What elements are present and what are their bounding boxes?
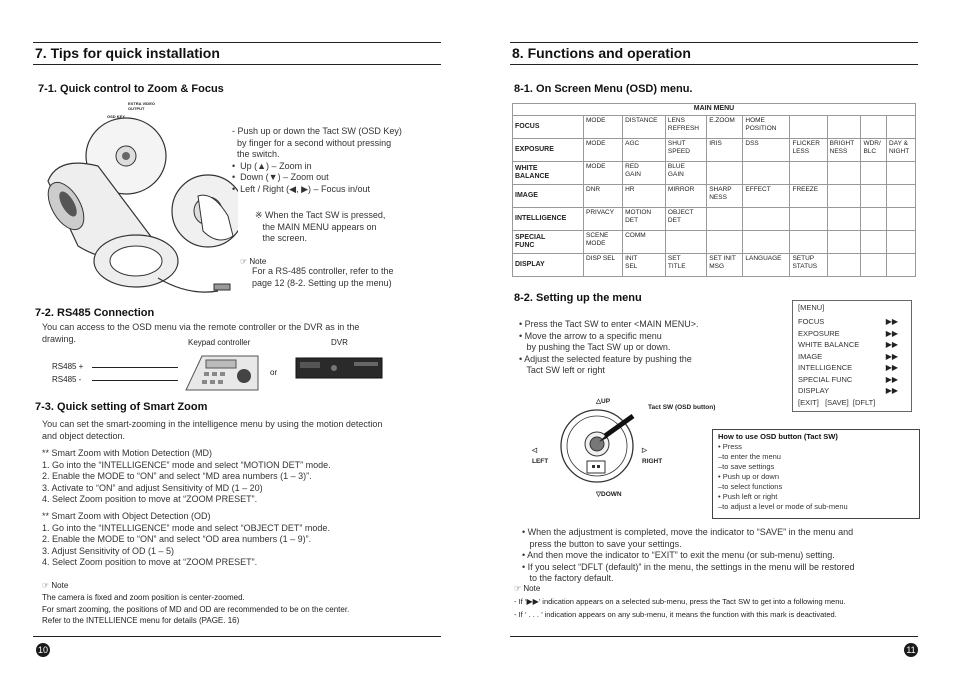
menu-cell: SETUP STATUS — [790, 254, 827, 277]
down-label: ▽DOWN — [596, 491, 622, 498]
page-number-right: 11 — [904, 643, 918, 657]
menu-cell — [861, 162, 887, 185]
section-7-2-heading: 7-2. RS485 Connection — [35, 307, 155, 319]
menu-cell: FLICKER LESS — [790, 139, 827, 162]
menu-cell — [707, 162, 743, 185]
menu-cell — [790, 208, 827, 231]
rs485-plus-wire — [92, 367, 178, 368]
menu-cell — [790, 231, 827, 254]
top-rule-right — [510, 42, 918, 43]
menu-cell: SET INIT MSG — [707, 254, 743, 277]
menu-cell — [827, 116, 861, 139]
menu-cell — [861, 208, 887, 231]
help-box-title: How to use OSD button (Tact SW) — [718, 432, 838, 441]
menu-cell — [887, 254, 916, 277]
menu-cell: RED GAIN — [623, 162, 666, 185]
menu-cell — [887, 208, 916, 231]
osd-menu-item — [798, 316, 906, 328]
menu-cell: SHARP NESS — [707, 185, 743, 208]
submenu-arrow-icon: ▶▶ — [885, 351, 898, 361]
menu-cell: SHUT SPEED — [665, 139, 706, 162]
menu-cell — [743, 208, 790, 231]
osd-menu-header: [MENU] — [798, 303, 825, 312]
menu-cell: DISTANCE — [623, 116, 666, 139]
rs485-text: You can access to the OSD menu via the remote controller or the DVR as in the drawing. — [42, 322, 360, 344]
osd-key-label: OSD KEY — [107, 114, 126, 119]
menu-row — [513, 231, 916, 254]
menu-cell — [790, 162, 827, 185]
menu-cell: WDR/ BLC — [861, 139, 887, 162]
menu-cell: DNR — [584, 185, 623, 208]
menu-cell: LENS REFRESH — [665, 116, 706, 139]
menu-cell: MODE — [584, 116, 623, 139]
menu-cell: AGC — [623, 139, 666, 162]
camera-illustration — [38, 96, 238, 296]
page-number-left: 10 — [37, 645, 48, 655]
menu-row-header: SPECIAL FUNC — [513, 231, 584, 254]
menu-cell — [887, 185, 916, 208]
osd-menu-item — [798, 339, 906, 351]
menu-row-header: FOCUS — [513, 116, 584, 139]
section-7-1-heading: 7-1. Quick control to Zoom & Focus — [38, 83, 224, 95]
rs485-plus-label: RS485 + — [52, 362, 84, 371]
or-label: or — [270, 368, 278, 377]
menu-row-header: WHITE BALANCE — [513, 162, 584, 185]
extra-video-label: EXTRA VIDEO OUTPUT — [128, 101, 155, 111]
menu-row — [513, 208, 916, 231]
osd-button-help-box: How to use OSD button (Tact SW) • Press –to enter the menu –to save settings • Push up or down –to select functions • Push left or right –to adjust a level or mode of sub-menu — [712, 429, 920, 519]
menu-cell — [827, 254, 861, 277]
menu-cell: MODE — [584, 162, 623, 185]
menu-cell: FREEZE — [790, 185, 827, 208]
osd-menu-item — [798, 351, 906, 363]
page-title-left: 7. Tips for quick installation — [35, 45, 220, 61]
menu-cell — [887, 231, 916, 254]
submenu-arrow-icon: ▶▶ — [885, 386, 898, 395]
section-8-2-heading: 8-2. Setting up the menu — [514, 292, 642, 304]
menu-cell — [861, 185, 887, 208]
menu-cell: DSS — [743, 139, 790, 162]
osd-menu-item-label: FOCUS — [798, 317, 825, 326]
menu-cell: SCENE MODE — [584, 231, 623, 254]
smart-zoom-note: The camera is fixed and zoom position is center-zoomed. For smart zooming, the positions of MD and OD are recommended to be on the center. Refer to the INTELLIENCE menu for details (PAGE. 16) — [42, 593, 350, 625]
main-menu-note: ※ When the Tact SW is pressed, the MAIN MENU appears on the screen. — [255, 210, 386, 243]
menu-cell — [827, 162, 861, 185]
menu-row-header: IMAGE — [513, 185, 584, 208]
title-underline-right — [510, 64, 918, 65]
menu-cell: BLUE GAIN — [665, 162, 706, 185]
tact-switch-diagram — [555, 406, 645, 492]
rs485-minus-label: RS485 - — [52, 375, 82, 384]
menu-cell: HR — [623, 185, 666, 208]
right-label: ▷ RIGHT — [642, 447, 663, 465]
menu-cell — [743, 231, 790, 254]
up-label: △UP — [596, 398, 611, 405]
smart-zoom-md-steps: ** Smart Zoom with Motion Detection (MD) 1. Go into the “INTELLIGENCE” mode and select “MOTION DET” mode. 2. Enable the MODE to “ON” and select “MD area numbers (1 – 3)”. 3. Activate to “ON” and adjust Sensitivity of MD (1 – 20) 4. Select Zoom position to move at “ZOOM PRESET”. — [42, 448, 331, 504]
menu-row-header: EXPOSURE — [513, 139, 584, 162]
main-menu-table — [512, 103, 916, 277]
menu-cell: HOME POSITION — [743, 116, 790, 139]
submenu-arrow-icon: ▶▶ — [526, 597, 539, 606]
section-8-1-heading: 8-1. On Screen Menu (OSD) menu. — [514, 83, 693, 95]
submenu-note-1: - If ‘▶▶’ indication appears on a selected sub-menu, press the Tact SW to get into a following menu. — [514, 597, 846, 606]
menu-row — [513, 162, 916, 185]
osd-menu-item-label: SPECIAL FUNC — [798, 374, 853, 384]
title-underline-left — [33, 64, 441, 65]
menu-row — [513, 139, 916, 162]
menu-row — [513, 185, 916, 208]
osd-menu-item-label: IMAGE — [798, 351, 823, 361]
menu-cell — [665, 231, 706, 254]
rs485-minus-wire — [92, 380, 178, 381]
dvr-image — [294, 352, 384, 382]
osd-menu-item — [798, 374, 906, 386]
top-rule-left — [33, 42, 441, 43]
save-exit-instructions: • When the adjustment is completed, move the indicator to “SAVE” in the menu and press the button to save your settings. • And then move the indicator to “EXIT” to exit the menu (or sub-menu) setting. • If you select “DFLT (default)” in the menu, the settings in the menu will be restored to the factory default. — [522, 527, 855, 583]
menu-cell: DAY & NIGHT — [887, 139, 916, 162]
note-label-8-2: ☞ Note — [514, 584, 541, 593]
submenu-arrow-icon: ▶▶ — [885, 328, 898, 338]
keypad-controller-image — [182, 350, 262, 396]
menu-cell: COMM — [623, 231, 666, 254]
osd-menu-item — [798, 385, 906, 397]
osd-menu-item-label: WHITE BALANCE — [798, 340, 860, 349]
osd-menu-screen — [792, 300, 912, 412]
osd-menu-item — [798, 328, 906, 340]
section-7-3-heading: 7-3. Quick setting of Smart Zoom — [35, 401, 208, 413]
menu-cell: EFFECT — [743, 185, 790, 208]
menu-cell — [887, 116, 916, 139]
menu-cell — [861, 254, 887, 277]
osd-menu-footer: [EXIT] [SAVE] [DFLT] — [798, 398, 876, 407]
menu-cell: MODE — [584, 139, 623, 162]
left-label: ◁ LEFT — [532, 447, 549, 465]
page-title-right: 8. Functions and operation — [512, 45, 691, 61]
menu-row-header: INTELLIGENCE — [513, 208, 584, 231]
submenu-note-2: - If ‘ . . . ’ indication appears on any sub-menu, it means the function with this mark is deactivated. — [514, 610, 837, 619]
menu-cell: E.ZOOM — [707, 116, 743, 139]
menu-cell: PRIVACY — [584, 208, 623, 231]
keypad-label: Keypad controller — [188, 338, 251, 347]
setup-instructions: • Press the Tact SW to enter <MAIN MENU>. • Move the arrow to a specific menu by pushing the Tact SW up or down. • Adjust the selected feature by pushing the Tact SW left or right — [519, 319, 699, 375]
menu-row-header: DISPLAY — [513, 254, 584, 277]
menu-cell: MOTION DET — [623, 208, 666, 231]
zoom-focus-instructions: - Push up or down the Tact SW (OSD Key) by finger for a second without pressing the switch. • Up (▲) – Zoom in • Down (▼) – Zoom out • Left / Right (◀, ▶) – Focus in/out — [232, 126, 402, 194]
bottom-rule-left — [33, 636, 441, 637]
osd-menu-item — [798, 362, 906, 374]
menu-cell — [827, 231, 861, 254]
submenu-arrow-icon: ▶▶ — [885, 340, 898, 349]
note-label-7-1: ☞ Note — [240, 257, 267, 266]
menu-cell: BRIGHT NESS — [827, 139, 861, 162]
menu-cell: INIT SEL — [623, 254, 666, 277]
menu-row — [513, 116, 916, 139]
menu-row — [513, 254, 916, 277]
submenu-arrow-icon: ▶▶ — [885, 363, 898, 372]
menu-cell — [887, 162, 916, 185]
menu-cell: SET TITLE — [665, 254, 706, 277]
menu-cell — [743, 162, 790, 185]
menu-cell — [707, 208, 743, 231]
note-label-7-3: ☞ Note — [42, 581, 69, 590]
osd-menu-item-label: DISPLAY — [798, 386, 830, 395]
submenu-arrow-icon: ▶▶ — [885, 317, 898, 326]
menu-cell: OBJECT DET — [665, 208, 706, 231]
osd-menu-item-label: INTELLIGENCE — [798, 363, 853, 372]
menu-cell: DISP SEL — [584, 254, 623, 277]
smart-zoom-intro: You can set the smart-zooming in the intelligence menu by using the motion detection and object detection. — [42, 419, 383, 441]
tact-sw-label: Tact SW (OSD button) — [648, 404, 716, 411]
menu-cell: MIRROR — [665, 185, 706, 208]
dvr-label: DVR — [331, 338, 348, 347]
menu-cell — [827, 208, 861, 231]
menu-cell — [827, 185, 861, 208]
rs485-note: For a RS-485 controller, refer to the page 12 (8-2. Setting up the menu) — [252, 266, 394, 288]
submenu-arrow-icon: ▶▶ — [885, 374, 898, 384]
menu-cell — [790, 116, 827, 139]
main-menu-title: MAIN MENU — [513, 104, 916, 116]
osd-menu-item-label: EXPOSURE — [798, 328, 840, 338]
menu-cell: LANGUAGE — [743, 254, 790, 277]
bottom-rule-right — [510, 636, 918, 637]
menu-cell — [861, 231, 887, 254]
smart-zoom-od-steps: ** Smart Zoom with Object Detection (OD) 1. Go into the “INTELLIGENCE” mode and select “OBJECT DET” mode. 2. Enable the MODE to “ON” and select “OD area numbers (1 – 9)”. 3. Adjust Sensitivity of OD (1 – 5) 4. Select Zoom position to move at “ZOOM PRESET”. — [42, 511, 330, 567]
menu-cell — [861, 116, 887, 139]
menu-cell — [707, 231, 743, 254]
menu-cell: IRIS — [707, 139, 743, 162]
